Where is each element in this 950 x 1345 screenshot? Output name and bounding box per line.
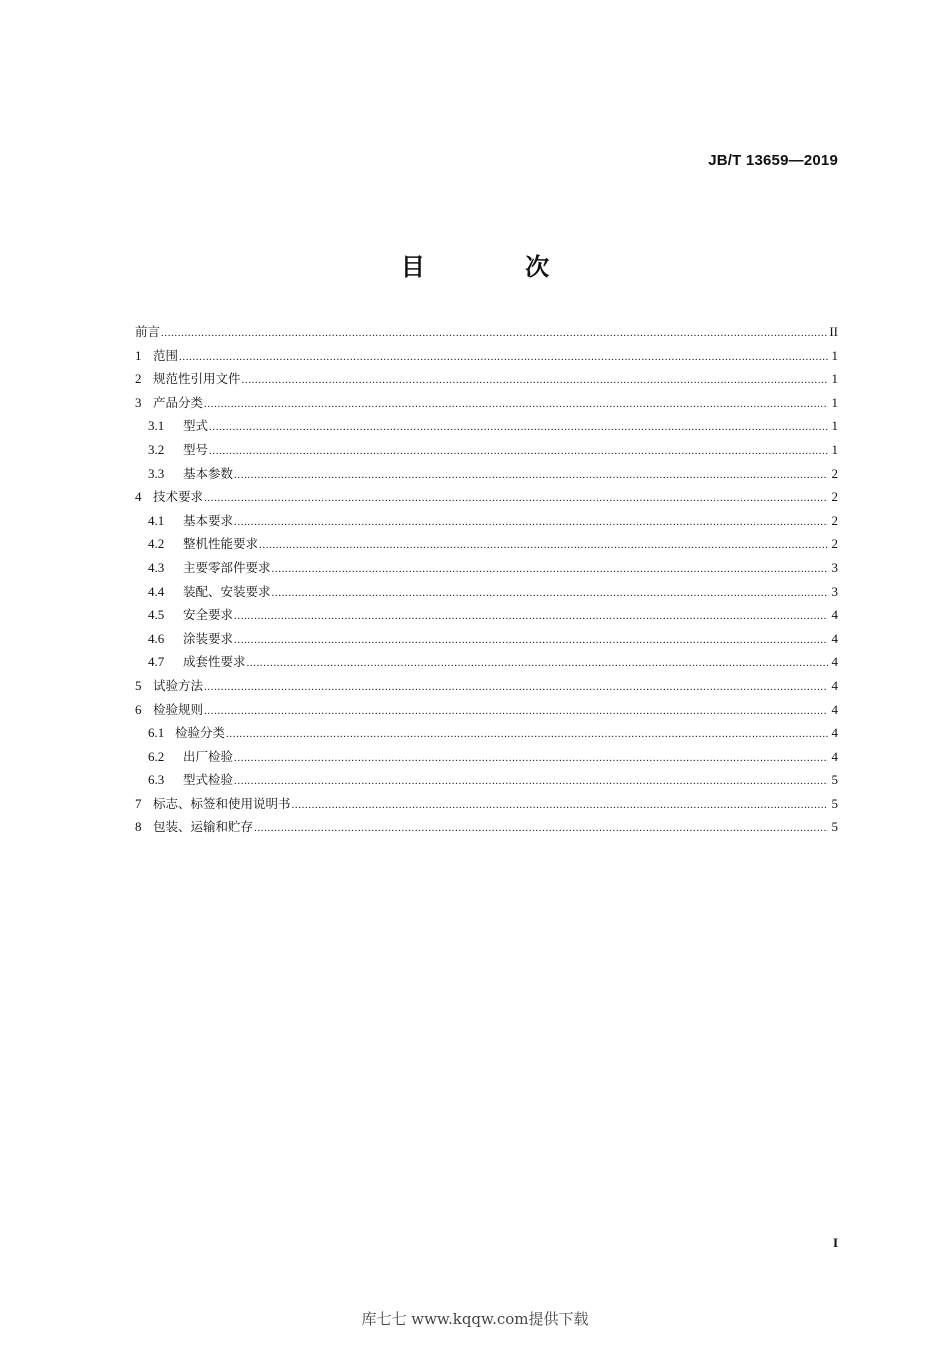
toc-entry-page: 4	[831, 630, 838, 646]
toc-entry-number: 3	[135, 394, 142, 410]
toc-dot-leader	[204, 393, 828, 417]
toc-entry[interactable]	[135, 509, 838, 533]
toc-entry[interactable]	[135, 698, 838, 722]
toc-entry[interactable]	[135, 815, 838, 839]
toc-entry-label: 范围	[153, 347, 179, 363]
toc-entry-page: 4	[831, 725, 838, 741]
toc-entry[interactable]	[135, 532, 838, 556]
toc-entry[interactable]	[135, 745, 838, 769]
toc-entry[interactable]	[135, 556, 838, 580]
toc-entry-number: 3.2	[148, 441, 165, 457]
toc-entry-label: 主要零部件要求	[183, 559, 271, 575]
toc-entry-page: 5	[831, 819, 838, 835]
toc-entry-number: 4.5	[148, 607, 165, 623]
toc-entry-number: 7	[135, 795, 142, 811]
toc-dot-leader	[254, 817, 828, 841]
toc-entry-label: 成套性要求	[183, 654, 246, 670]
toc-dot-leader	[234, 605, 828, 629]
toc-entry-page: 5	[831, 772, 838, 788]
toc-entry-label: 安全要求	[183, 607, 234, 623]
toc-entry-number: 6.3	[148, 772, 165, 788]
toc-entry-page: 4	[831, 654, 838, 670]
toc-dot-leader	[292, 794, 828, 818]
toc-entry-page: 2	[831, 536, 838, 552]
toc-entry-label: 技术要求	[153, 489, 204, 505]
toc-entry-number: 4.1	[148, 512, 165, 528]
toc-entry-page: 1	[831, 347, 838, 363]
toc-entry-number: 4	[135, 489, 142, 505]
toc-entry-label: 基本要求	[183, 512, 234, 528]
toc-entry-label: 基本参数	[183, 465, 234, 481]
toc-entry-page: 2	[831, 489, 838, 505]
toc-entry-page: 3	[831, 559, 838, 575]
toc-entry-label: 规范性引用文件	[153, 371, 241, 387]
toc-entry-label: 包装、运输和贮存	[153, 819, 254, 835]
table-of-contents	[135, 320, 838, 839]
toc-entry-page: 3	[831, 583, 838, 599]
toc-entry-page: 1	[831, 441, 838, 457]
toc-entry-number: 6.1	[148, 725, 165, 741]
toc-entry[interactable]	[135, 768, 838, 792]
toc-entry-label: 装配、安装要求	[183, 583, 271, 599]
toc-entry-number: 6	[135, 701, 142, 717]
toc-entry[interactable]	[135, 650, 838, 674]
toc-entry[interactable]	[135, 344, 838, 368]
toc-entry-number: 4.6	[148, 630, 165, 646]
toc-dot-leader	[209, 416, 828, 440]
toc-dot-leader	[234, 511, 828, 535]
toc-entry-label: 型式	[183, 418, 209, 434]
toc-entry-label: 检验分类	[175, 725, 226, 741]
toc-entry-label: 产品分类	[153, 394, 204, 410]
toc-entry-number: 3.1	[148, 418, 165, 434]
toc-dot-leader	[247, 652, 828, 676]
toc-entry-label: 检验规则	[153, 701, 204, 717]
toc-entry-page: 4	[831, 748, 838, 764]
toc-entry-number: 2	[135, 371, 142, 387]
toc-entry[interactable]	[135, 674, 838, 698]
toc-dot-leader	[234, 747, 828, 771]
toc-entry[interactable]	[135, 721, 838, 745]
page-title: 目 次	[400, 253, 596, 281]
toc-entry-page: 2	[831, 465, 838, 481]
toc-dot-leader	[226, 723, 828, 747]
toc-entry-label: 型号	[183, 441, 209, 457]
toc-entry[interactable]	[135, 485, 838, 509]
toc-dot-leader	[204, 487, 828, 511]
toc-entry-number: 4.4	[148, 583, 165, 599]
toc-dot-leader	[204, 700, 828, 724]
toc-dot-leader	[234, 770, 828, 794]
toc-entry[interactable]	[135, 627, 838, 651]
toc-entry-number: 6.2	[148, 748, 165, 764]
toc-dot-leader	[242, 369, 828, 393]
toc-entry-label: 前言	[135, 324, 161, 339]
toc-entry-number: 3.3	[148, 465, 165, 481]
standard-code: JB/T 13659—2019	[708, 152, 838, 169]
toc-entry[interactable]	[135, 414, 838, 438]
page-number: I	[832, 1235, 838, 1250]
toc-dot-leader	[161, 322, 827, 346]
toc-entry[interactable]	[135, 462, 838, 486]
toc-dot-leader	[234, 464, 828, 488]
toc-entry-page: II	[829, 324, 838, 339]
toc-dot-leader	[272, 558, 828, 582]
toc-entry-label: 标志、标签和使用说明书	[153, 795, 291, 811]
toc-dot-leader	[179, 346, 828, 370]
toc-dot-leader	[259, 534, 828, 558]
toc-entry-number: 8	[135, 819, 142, 835]
toc-dot-leader	[209, 440, 828, 464]
toc-entry-page: 5	[831, 795, 838, 811]
toc-entry[interactable]	[135, 580, 838, 604]
toc-dot-leader	[272, 582, 828, 606]
toc-entry-number: 1	[135, 347, 142, 363]
toc-entry[interactable]	[135, 320, 838, 344]
toc-entry-label: 试验方法	[153, 677, 204, 693]
toc-entry-page: 4	[831, 607, 838, 623]
footer-download-note: 库七七 www.kqqw.com提供下载	[361, 1310, 589, 1328]
toc-entry-page: 4	[831, 701, 838, 717]
toc-entry[interactable]	[135, 438, 838, 462]
toc-entry[interactable]	[135, 367, 838, 391]
toc-entry-number: 4.7	[148, 654, 165, 670]
toc-entry-page: 1	[831, 418, 838, 434]
toc-entry[interactable]	[135, 603, 838, 627]
toc-entry-label: 涂装要求	[183, 630, 234, 646]
toc-entry-page: 2	[831, 512, 838, 528]
toc-entry-number: 4.3	[148, 559, 165, 575]
toc-entry-number: 5	[135, 677, 142, 693]
toc-entry-number: 4.2	[148, 536, 165, 552]
toc-entry-label: 型式检验	[183, 772, 234, 788]
toc-entry-label: 整机性能要求	[183, 536, 259, 552]
toc-entry-page: 4	[831, 677, 838, 693]
toc-entry[interactable]	[135, 792, 838, 816]
toc-dot-leader	[204, 676, 828, 700]
toc-entry-page: 1	[831, 371, 838, 387]
toc-entry-label: 出厂检验	[183, 748, 234, 764]
toc-entry-page: 1	[831, 394, 838, 410]
toc-entry[interactable]	[135, 391, 838, 415]
toc-dot-leader	[234, 629, 828, 653]
